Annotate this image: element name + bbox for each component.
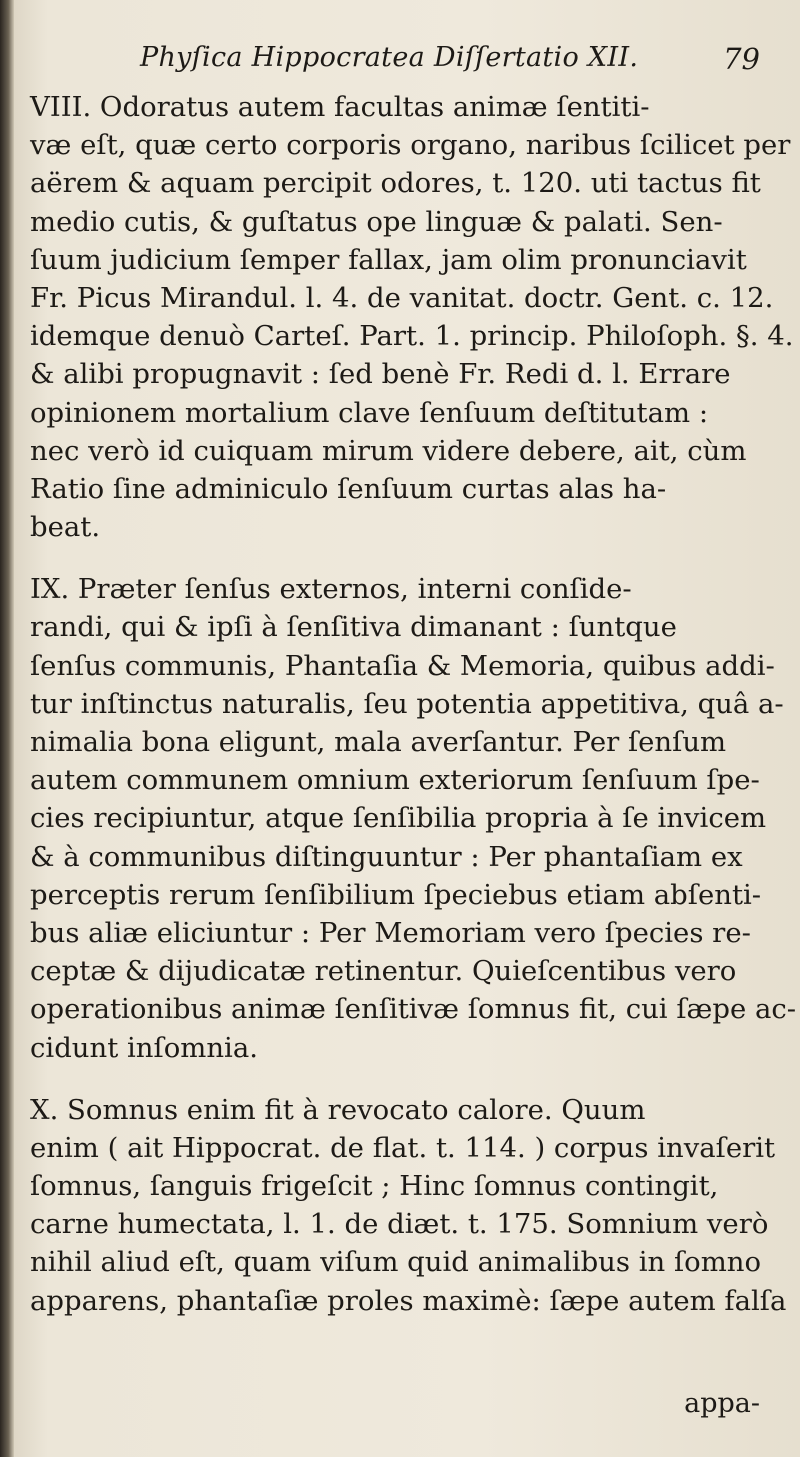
text-line: cies recipiuntur, atque ſenſibilia propria à ſe invicem (30, 802, 767, 835)
text-line: idemque denuò Carteſ. Part. 1. princip. Philoſoph. §. 4. (30, 320, 794, 353)
text-line: cidunt inſomnia. (30, 1031, 258, 1064)
text-line: VIII. Odoratus autem facultas animæ ſentiti- (30, 91, 650, 123)
text-line: nihil aliud eſt, quam viſum quid animalibus in ſomno (30, 1246, 762, 1279)
text-line: perceptis rerum ſenſibilium ſpeciebus etiam abſenti- (30, 878, 762, 911)
paragraph-gap (30, 1067, 770, 1091)
text-line: & à communibus diſtinguuntur : Per phantaſiam ex (30, 840, 743, 873)
text-line: Ratio ſine adminiculo ſenſuum curtas alas ha- (30, 472, 667, 505)
text-line: X. Somnus enim fit à revocato calore. Quum (30, 1093, 646, 1126)
text-line: beat. (30, 511, 101, 544)
paragraph-x (30, 1091, 787, 1320)
book-binding-edge (0, 0, 14, 1457)
text-line: ceptæ & dijudicatæ retinentur. Quieſcentibus vero (30, 955, 737, 988)
running-head (140, 42, 760, 86)
running-title: Phyſica Hippocratea Diſſertatio XII. (140, 42, 639, 73)
text-line: apparens, phantaſiæ proles maximè: ſæpe autem falſa (30, 1284, 787, 1317)
text-line: ſuum judicium ſemper fallax, jam olim pronunciavit (30, 243, 747, 276)
text-line: carne humectata, l. 1. de diæt. t. 175. Somnium verò (30, 1208, 769, 1241)
text-line: operationibus animæ ſenſitivæ ſomnus fit, cui ſæpe ac- (30, 993, 797, 1026)
text-line: randi, qui & ipſi à ſenſitiva dimanant : ſuntque (30, 611, 677, 644)
text-line: Fr. Picus Mirandul. l. 4. de vanitat. doctr. Gent. c. 12. (30, 281, 774, 314)
text-line: tur inſtinctus naturalis, ſeu potentia appetitiva, quâ a- (30, 687, 784, 720)
text-line: medio cutis, & guſtatus ope linguæ & palati. Sen- (30, 205, 723, 238)
text-line: bus aliæ eliciuntur : Per Memoriam vero ſpecies re- (30, 916, 751, 949)
text-line: & alibi propugnavit : ſed benè Fr. Redi d. l. Errare (30, 358, 731, 391)
paragraph-ix (30, 570, 797, 1066)
paragraph-viii (30, 88, 794, 546)
text-line: nec verò id cuiquam mirum videre debere, ait, cùm (30, 434, 747, 467)
text-line: væ eſt, quæ certo corporis organo, naribus ſcilicet per (30, 129, 791, 162)
text-line: aërem & aquam percipit odores, t. 120. uti tactus fit (30, 167, 761, 200)
text-line: opinionem mortalium clave ſenſuum deſtitutam : (30, 396, 709, 429)
text-line: nimalia bona eligunt, mala averſantur. Per ſenſum (30, 726, 727, 758)
body-text (30, 88, 797, 1320)
text-line: ſenſus communis, Phantaſia & Memoria, quibus addi- (30, 649, 775, 682)
text-line: autem communem omnium exteriorum ſenſuum ſpe- (30, 764, 760, 797)
text-line: ſomnus, ſanguis frigeſcit ; Hinc ſomnus contingit, (30, 1170, 719, 1203)
catchword: appa- (684, 1388, 760, 1419)
text-line: enim ( ait Hippocrat. de flat. t. 114. ) corpus invaſerit (30, 1131, 776, 1164)
paragraph-gap (30, 546, 770, 570)
page-number: 79 (723, 42, 760, 76)
text-line: IX. Præter ſenſus externos, interni conſide- (30, 573, 632, 606)
